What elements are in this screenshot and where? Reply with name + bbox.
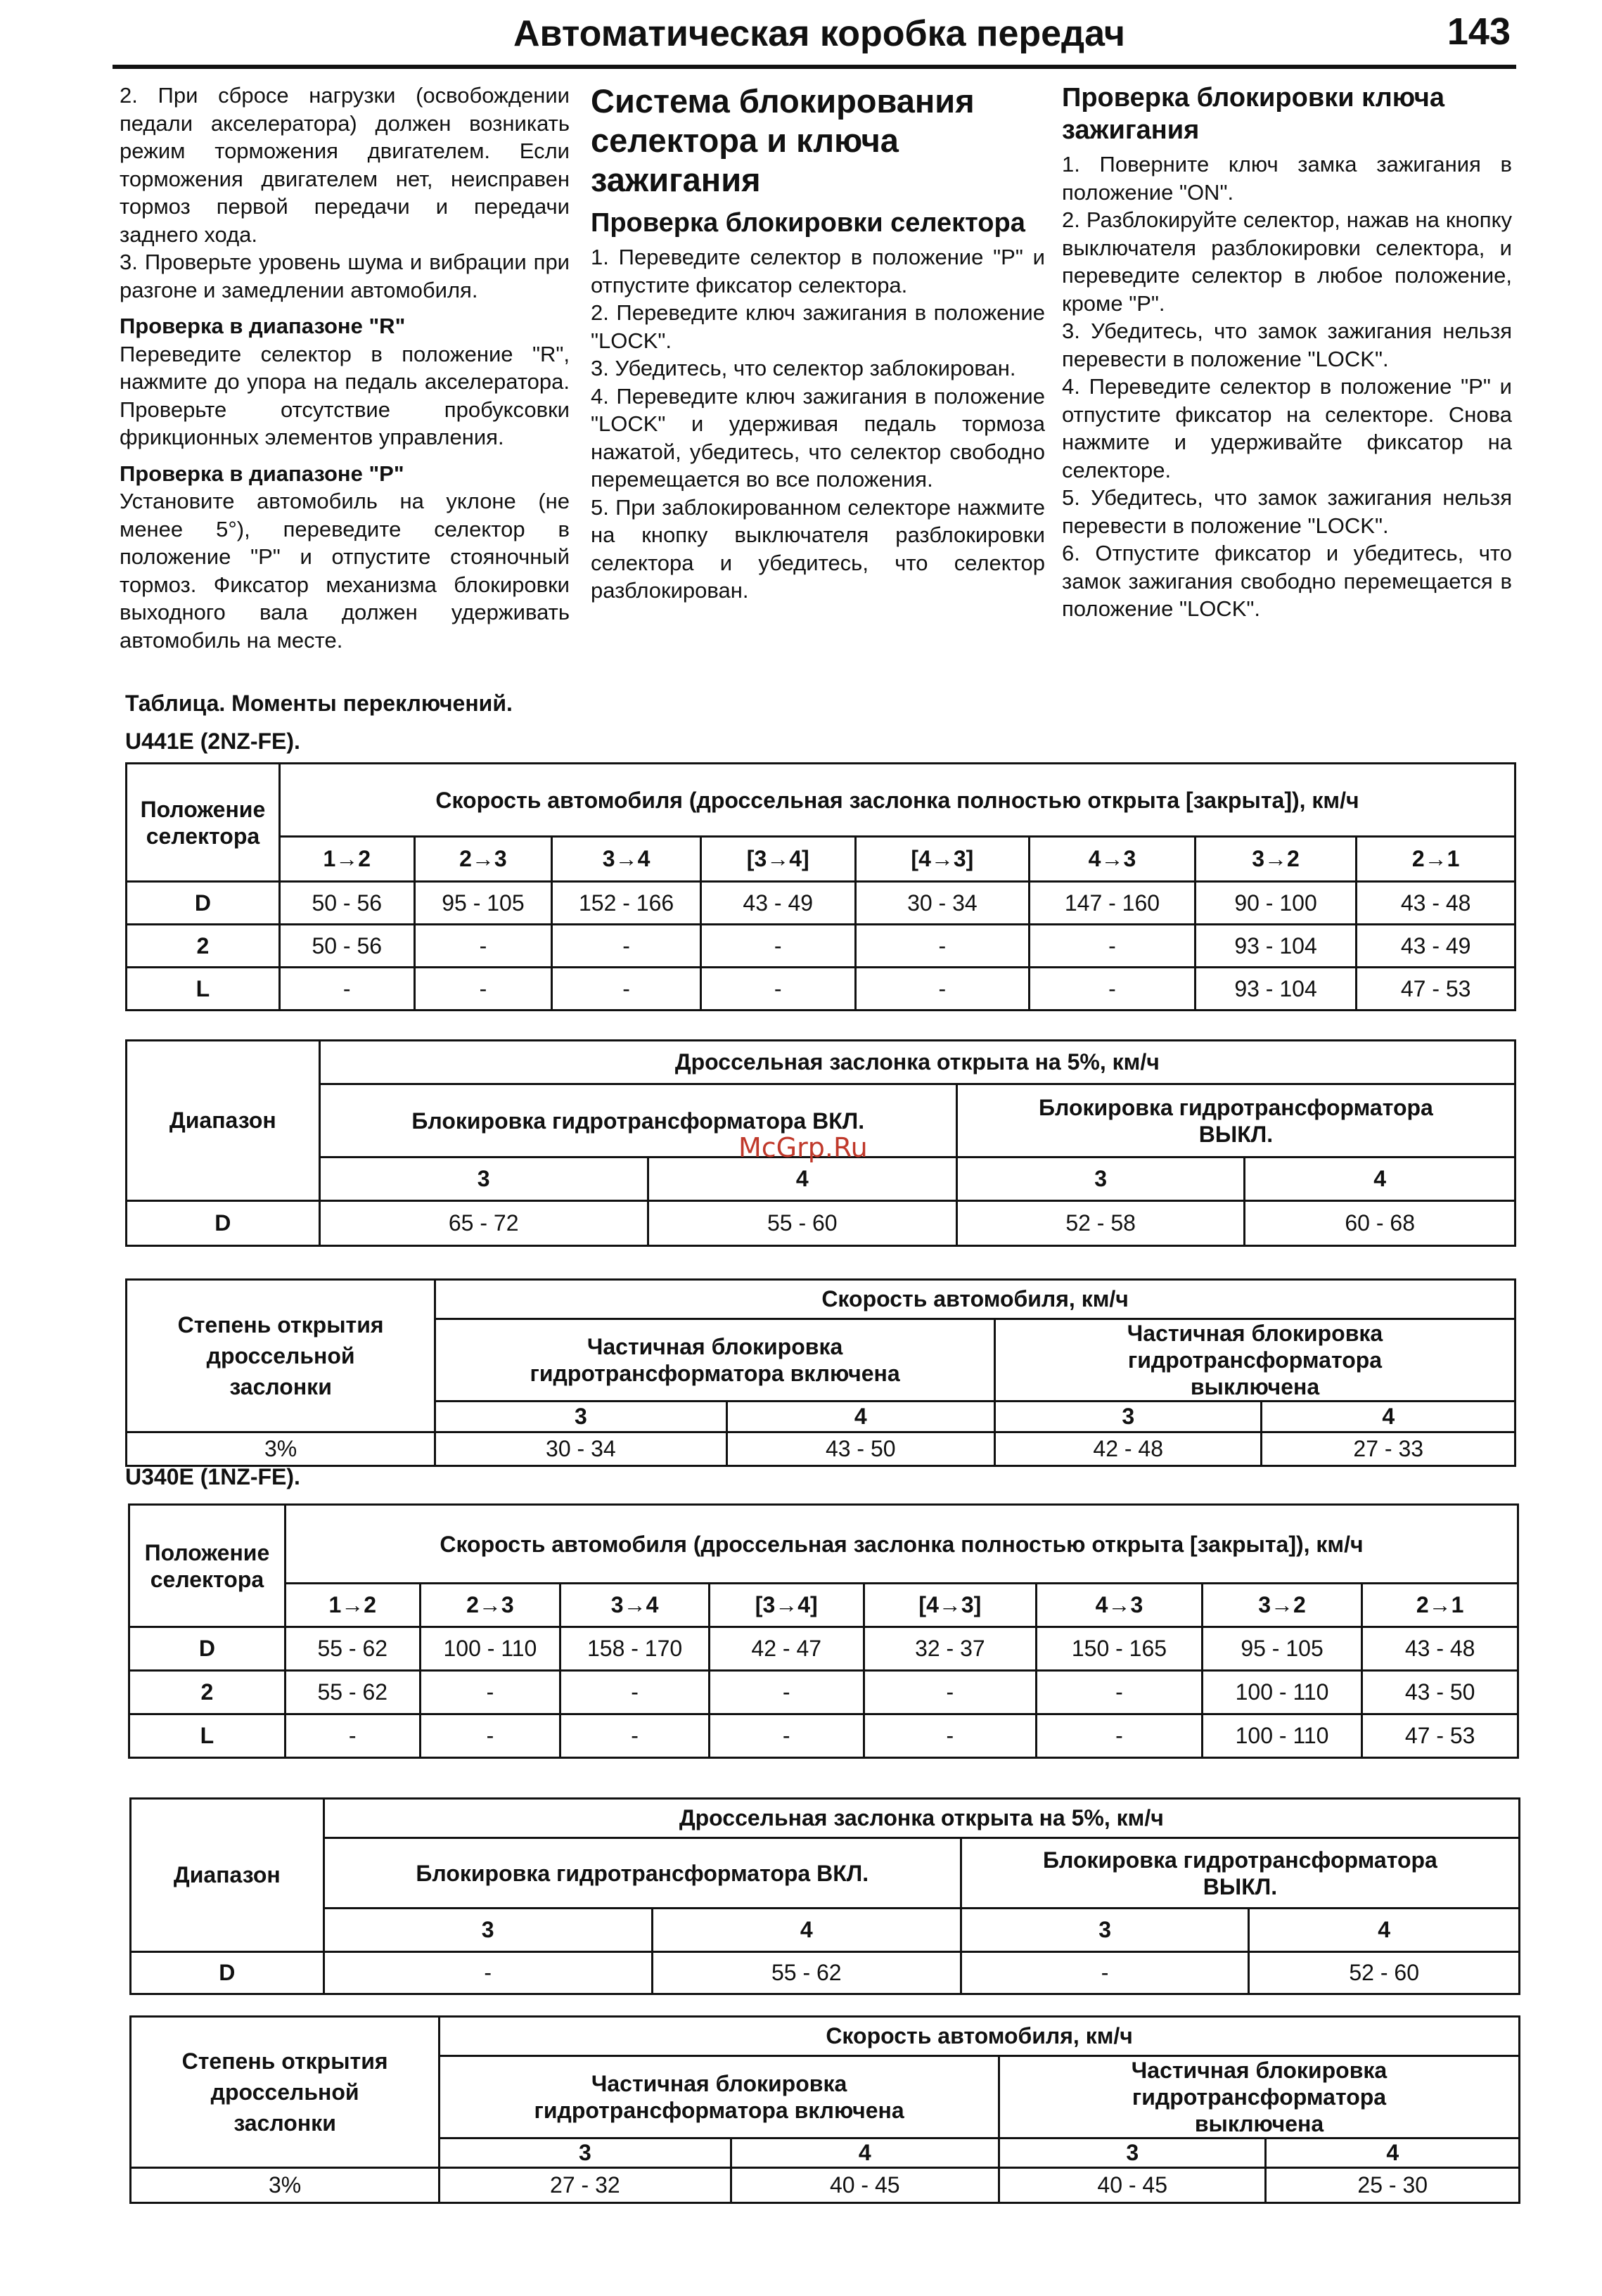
range-p-text: Установите автомобиль на уклоне (не менее 5°), переведите селектор в положение "P" и отпустите стояночный тормоз. Фиксатор механизма блокировки выходного вала должен удерживать автомобиль на месте. <box>120 489 570 653</box>
gear-header: 3 <box>435 1402 726 1432</box>
cell: - <box>279 968 414 1011</box>
row-label: 2 <box>129 1671 286 1714</box>
cell: 95 - 105 <box>1202 1627 1362 1671</box>
shift-col-header: 4→3 <box>1030 837 1196 882</box>
table-row <box>129 1671 1518 1714</box>
table-row <box>127 968 1516 1011</box>
row-label: 2 <box>127 925 280 968</box>
paragraph: 2. При сбросе нагрузки (освобождении педали акселератора) должен возникать режим торможения двигателем. Если торможения двигателем нет, неисправен тормоз первой передачи и передачи заднего хода. <box>120 83 570 247</box>
range-header: Диапазон <box>127 1041 320 1201</box>
lockup-off-header: Блокировка гидротрансформатора ВЫКЛ. <box>961 1838 1519 1909</box>
cell: 52 - 58 <box>956 1201 1245 1246</box>
step: 2. Разблокируйте селектор, нажав на кнопку выключателя разблокировки селектора, и переведите селектор в любое положение, кроме "P". <box>1062 207 1512 316</box>
cell: 147 - 160 <box>1030 882 1196 925</box>
gear-header: 4 <box>1262 1402 1516 1432</box>
cell: 40 - 45 <box>999 2168 1265 2203</box>
cell: 95 - 105 <box>414 882 552 925</box>
page-header <box>113 8 1516 69</box>
cell: - <box>709 1714 864 1758</box>
step: 3. Убедитесь, что селектор заблокирован. <box>591 356 1016 380</box>
shift-col-header: 3→2 <box>1202 1584 1362 1627</box>
partial-lockup-table-u441e <box>125 1278 1516 1467</box>
gear-header: 4 <box>648 1157 956 1201</box>
partial-off-header: Частичная блокировка гидротрансформатора выключена <box>999 2056 1519 2138</box>
cell: - <box>1030 925 1196 968</box>
shift-table-u441e <box>125 762 1516 1011</box>
cell: 100 - 110 <box>420 1627 560 1671</box>
table-row <box>127 1432 1516 1466</box>
lockup-off-header: Блокировка гидротрансформатора ВЫКЛ. <box>956 1084 1515 1157</box>
gear-header: 4 <box>731 2138 999 2168</box>
step: 4. Переведите селектор в положение "P" и отпустите фиксатор на селекторе. Снова нажмите и удерживайте фиксатор на селекторе. <box>1062 374 1512 482</box>
cell: 100 - 110 <box>1202 1714 1362 1758</box>
cell: 47 - 53 <box>1362 1714 1518 1758</box>
shift-col-header: 2→3 <box>414 837 552 882</box>
cell: 55 - 60 <box>648 1201 956 1246</box>
cell: 55 - 62 <box>652 1952 961 1994</box>
step: 1. Переведите селектор в положение "P" и отпустите фиксатор селектора. <box>591 245 1045 297</box>
range-header: Диапазон <box>131 1799 324 1952</box>
cell: 40 - 45 <box>731 2168 999 2203</box>
cell: 25 - 30 <box>1266 2168 1520 2203</box>
step: 3. Убедитесь, что замок зажигания нельзя перевести в положение "LOCK". <box>1062 319 1512 371</box>
gear-header: 3 <box>956 1157 1245 1201</box>
cell: - <box>1037 1671 1203 1714</box>
cell: 43 - 50 <box>1362 1671 1518 1714</box>
cell: 55 - 62 <box>285 1671 420 1714</box>
gear-header: 3 <box>999 2138 1265 2168</box>
section-subtitle: Проверка блокировки селектора <box>591 208 1025 238</box>
cell: 50 - 56 <box>279 882 414 925</box>
cell: 30 - 34 <box>855 882 1030 925</box>
cell: 158 - 170 <box>560 1627 710 1671</box>
cell: 65 - 72 <box>319 1201 648 1246</box>
shift-col-header: [3→4] <box>700 837 855 882</box>
gear-header: 4 <box>726 1402 994 1432</box>
partial-off-header: Частичная блокировка гидротрансформатора выключена <box>994 1319 1515 1402</box>
step: 6. Отпустите фиксатор и убедитесь, что замок зажигания свободно перемещается в положение "LOCK". <box>1062 541 1512 621</box>
throttle-header: Степень открытия дроссельной заслонки <box>131 2017 440 2168</box>
cell: 52 - 60 <box>1249 1952 1520 1994</box>
selector-header: Положение селектора <box>127 764 280 882</box>
table-row <box>131 1952 1520 1994</box>
cell: - <box>560 1714 710 1758</box>
section-title: Система блокирования селектора и ключа зажигания <box>591 82 975 198</box>
shift-col-header: [4→3] <box>855 837 1030 882</box>
cell: - <box>709 1671 864 1714</box>
cell: - <box>864 1671 1037 1714</box>
table-row <box>129 1714 1518 1758</box>
gear-header: 4 <box>1249 1909 1520 1952</box>
partial-title: Скорость автомобиля, км/ч <box>435 1280 1516 1319</box>
gear-header: 4 <box>1266 2138 1520 2168</box>
cell: 42 - 47 <box>709 1627 864 1671</box>
cell: 100 - 110 <box>1202 1671 1362 1714</box>
cell: - <box>285 1714 420 1758</box>
section-title: Проверка блокировки ключа зажигания <box>1062 83 1444 145</box>
range-r-heading: Проверка в диапазоне "R" <box>120 314 406 338</box>
row-label: 3% <box>127 1432 435 1466</box>
cell: - <box>323 1952 652 1994</box>
cell: - <box>1037 1714 1203 1758</box>
cell: - <box>560 1671 710 1714</box>
cell: - <box>552 925 701 968</box>
page-number: 143 <box>1447 11 1511 53</box>
text-column-2 <box>591 82 1045 605</box>
lockup-title: Дроссельная заслонка открыта на 5%, км/ч <box>319 1041 1515 1084</box>
cell: 43 - 48 <box>1362 1627 1518 1671</box>
gear-header: 3 <box>319 1157 648 1201</box>
range-r-text: Переведите селектор в положение "R", нажмите до упора на педаль акселератора. Проверьте отсутствие пробуксовки фрикционных элементов управления. <box>120 341 570 449</box>
cell: 50 - 56 <box>279 925 414 968</box>
speed-header: Скорость автомобиля (дроссельная заслонка полностью открыта [закрыта]), км/ч <box>279 764 1515 837</box>
table-caption: Таблица. Моменты переключений. <box>125 691 513 716</box>
row-label: D <box>127 882 280 925</box>
gear-header: 3 <box>440 2138 731 2168</box>
cell: 32 - 37 <box>864 1627 1037 1671</box>
shift-col-header: 3→2 <box>1195 837 1357 882</box>
lockup-on-header: Блокировка гидротрансформатора ВКЛ. <box>319 1084 956 1157</box>
selector-header: Положение селектора <box>129 1505 286 1627</box>
cell: 90 - 100 <box>1195 882 1357 925</box>
table-row <box>131 2168 1520 2203</box>
row-label: L <box>129 1714 286 1758</box>
cell: - <box>855 968 1030 1011</box>
cell: 152 - 166 <box>552 882 701 925</box>
step: 5. При заблокированном селекторе нажмите на кнопку выключателя разблокировки селектора и убедитесь, что селектор разблокирован. <box>591 494 1045 603</box>
watermark: McGrp.Ru <box>738 1132 868 1163</box>
gear-header: 3 <box>994 1402 1261 1432</box>
paragraph: 3. Проверьте уровень шума и вибрации при разгоне и замедлении автомобиля. <box>120 250 570 302</box>
cell: - <box>700 968 855 1011</box>
cell: - <box>552 968 701 1011</box>
shift-col-header: 2→1 <box>1357 837 1516 882</box>
model-label: U441E (2NZ-FE). <box>125 729 300 754</box>
cell: 150 - 165 <box>1037 1627 1203 1671</box>
cell: - <box>420 1671 560 1714</box>
partial-on-header: Частичная блокировка гидротрансформатора включена <box>440 2056 999 2138</box>
cell: 93 - 104 <box>1195 925 1357 968</box>
cell: 42 - 48 <box>994 1432 1261 1466</box>
lockup-title: Дроссельная заслонка открыта на 5%, км/ч <box>323 1799 1519 1838</box>
row-label: D <box>129 1627 286 1671</box>
step: 5. Убедитесь, что замок зажигания нельзя перевести в положение "LOCK". <box>1062 485 1512 538</box>
text-column-3 <box>1062 82 1512 623</box>
cell: 43 - 50 <box>726 1432 994 1466</box>
cell: 47 - 53 <box>1357 968 1516 1011</box>
model-label: U340E (1NZ-FE). <box>125 1464 300 1489</box>
cell: - <box>414 968 552 1011</box>
lockup-table-u340e <box>129 1797 1520 1995</box>
step: 4. Переведите ключ зажигания в положение "LOCK" и удерживая педаль тормоза нажатой, убедитесь, что селектор свободно перемещается во все положения. <box>591 383 1045 492</box>
table-row <box>127 882 1516 925</box>
table-row <box>129 1627 1518 1671</box>
shift-col-header: 1→2 <box>279 837 414 882</box>
cell: - <box>855 925 1030 968</box>
cell: - <box>700 925 855 968</box>
cell: - <box>420 1714 560 1758</box>
table-row <box>127 925 1516 968</box>
cell: 60 - 68 <box>1245 1201 1516 1246</box>
step: 1. Поверните ключ замка зажигания в положение "ON". <box>1062 152 1512 205</box>
lockup-on-header: Блокировка гидротрансформатора ВКЛ. <box>323 1838 961 1909</box>
row-label: D <box>131 1952 324 1994</box>
gear-header: 4 <box>652 1909 961 1952</box>
speed-header: Скорость автомобиля (дроссельная заслонка полностью открыта [закрыта]), км/ч <box>285 1505 1518 1584</box>
gear-header: 4 <box>1245 1157 1516 1201</box>
cell: 93 - 104 <box>1195 968 1357 1011</box>
shift-col-header: 1→2 <box>285 1584 420 1627</box>
cell: 27 - 33 <box>1262 1432 1516 1466</box>
cell: 43 - 49 <box>1357 925 1516 968</box>
row-label: D <box>127 1201 320 1246</box>
gear-header: 3 <box>961 1909 1249 1952</box>
shift-table-u340e <box>128 1503 1519 1759</box>
gear-header: 3 <box>323 1909 652 1952</box>
row-label: L <box>127 968 280 1011</box>
shift-col-header: 3→4 <box>560 1584 710 1627</box>
cell: - <box>864 1714 1037 1758</box>
shift-col-header: [4→3] <box>864 1584 1037 1627</box>
cell: - <box>961 1952 1249 1994</box>
range-p-heading: Проверка в диапазоне "P" <box>120 461 404 486</box>
cell: 43 - 48 <box>1357 882 1516 925</box>
shift-col-header: 4→3 <box>1037 1584 1203 1627</box>
throttle-header: Степень открытия дроссельной заслонки <box>127 1280 435 1432</box>
cell: - <box>414 925 552 968</box>
cell: 30 - 34 <box>435 1432 726 1466</box>
cell: 43 - 49 <box>700 882 855 925</box>
shift-col-header: 3→4 <box>552 837 701 882</box>
text-column-1 <box>120 82 570 654</box>
shift-col-header: 2→1 <box>1362 1584 1518 1627</box>
table-row <box>127 1201 1516 1246</box>
partial-on-header: Частичная блокировка гидротрансформатора включена <box>435 1319 995 1402</box>
step: 2. Переведите ключ зажигания в положение "LOCK". <box>591 300 1045 353</box>
cell: - <box>1030 968 1196 1011</box>
partial-lockup-table-u340e <box>129 2015 1520 2204</box>
partial-title: Скорость автомобиля, км/ч <box>440 2017 1520 2056</box>
shift-col-header: 2→3 <box>420 1584 560 1627</box>
cell: 55 - 62 <box>285 1627 420 1671</box>
shift-col-header: [3→4] <box>709 1584 864 1627</box>
page-title: Автоматическая коробка передач <box>513 13 1125 54</box>
row-label: 3% <box>131 2168 440 2203</box>
cell: 27 - 32 <box>440 2168 731 2203</box>
